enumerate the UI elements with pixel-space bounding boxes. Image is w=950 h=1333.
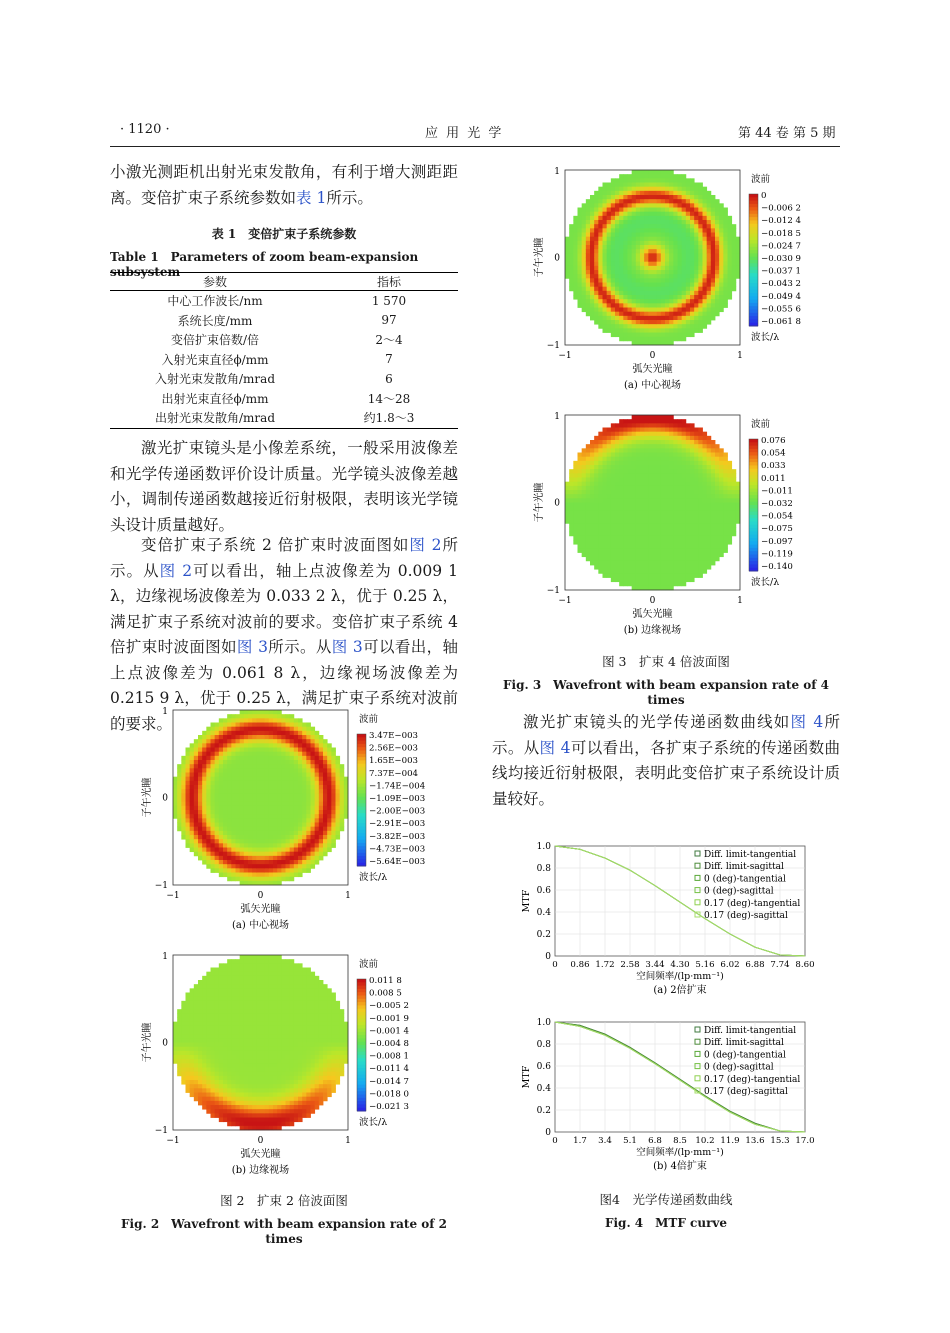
issue-label: 第 44 卷 第 5 期: [738, 126, 836, 141]
legend-value: −0.140: [761, 562, 793, 572]
colorbar: [357, 979, 366, 1112]
fig4a-mtf-chart: [515, 838, 825, 1008]
tick-label: 1: [162, 952, 168, 962]
legend-label: Diff. limit-sagittal: [704, 862, 784, 873]
page-number: · 1120 ·: [120, 122, 170, 137]
legend-value: −0.008 1: [369, 1051, 410, 1062]
tick-label: 1: [345, 1136, 351, 1146]
legend-unit: 波长/λ: [359, 1117, 388, 1128]
table-row: 中心工作波长/nm 1 570: [167, 293, 407, 309]
x-tick-label: 7.74: [770, 960, 790, 970]
tick-label: 0: [649, 596, 656, 606]
subfigure-label: (b) 边缘视场: [231, 1165, 290, 1176]
tick-label: 0: [554, 498, 560, 509]
x-tick-label: 4.30: [670, 960, 690, 970]
tick-label: 1: [345, 891, 351, 901]
x-tick-label: 0: [552, 960, 558, 970]
legend-value: −0.005 2: [369, 1001, 410, 1012]
y-tick-label: 1.0: [536, 1018, 551, 1028]
y-axis-label: 子午光瞳: [534, 482, 545, 523]
x-tick-label: 0: [552, 1136, 558, 1146]
legend-value: 0.076: [761, 436, 786, 446]
legend-value: −0.097: [761, 536, 793, 547]
table1: [110, 272, 458, 429]
tick-label: −1: [546, 586, 560, 596]
table-row: 入射光束直径ϕ/mm 7: [161, 352, 393, 367]
tick-label: 0: [162, 1038, 168, 1049]
x-tick-label: 3.4: [598, 1136, 612, 1146]
fig4-caption-en: Fig. 4 MTF curve: [604, 1216, 728, 1230]
x-axis-label: 弧矢光瞳: [632, 609, 673, 620]
x-tick-label: 1.72: [595, 960, 615, 970]
tick-label: 0: [649, 351, 656, 361]
y-tick-label: 1.0: [536, 842, 551, 852]
legend-value: −0.075: [761, 524, 793, 535]
tick-label: −1: [546, 341, 560, 351]
y-tick-label: 0.6: [536, 886, 551, 896]
x-tick-label: 1.7: [573, 1136, 587, 1146]
y-tick-label: 0.4: [536, 908, 551, 918]
legend-value: −0.119: [761, 549, 793, 560]
tick-label: 1: [162, 707, 168, 717]
tick-label: 1: [554, 167, 560, 177]
legend-value: −0.004 8: [369, 1039, 410, 1049]
legend-value: 0: [761, 191, 767, 201]
legend-unit: 波长/λ: [751, 577, 780, 588]
header-rule: [110, 146, 840, 147]
y-axis-label: MTF: [521, 1065, 532, 1089]
tick-label: 1: [554, 412, 560, 422]
legend-value: −0.032: [761, 499, 793, 509]
legend-value: 0.033: [761, 461, 786, 472]
legend-value: −2.00E−003: [369, 806, 426, 817]
legend-value: −0.043 2: [761, 279, 802, 290]
fig3a-wavefront-map: [520, 160, 820, 400]
legend-value: 0.008 5: [369, 988, 402, 999]
legend-value: 2.56E−003: [369, 743, 419, 754]
fig4-link[interactable]: 图 4: [539, 738, 571, 757]
x-tick-label: 10.2: [695, 1136, 715, 1146]
table1-caption-en: Table 1 Parameters of zoom beam-expansion subsystem: [110, 250, 419, 279]
tick-label: −1: [558, 351, 572, 361]
legend-value: −0.011: [761, 486, 793, 497]
legend-value: −0.018 0: [369, 1089, 410, 1100]
tick-label: 1: [737, 596, 743, 606]
table-row: 出射光束发散角/mrad 约1.8～3: [110, 408, 458, 428]
y-axis-label: MTF: [521, 889, 532, 913]
tick-label: 0: [162, 793, 168, 804]
legend-value: −0.054: [761, 511, 793, 522]
fig2b-wavefront-map: [128, 945, 428, 1185]
colorbar: [749, 439, 758, 572]
body-paragraph-2: 激光扩束镜头是小像差系统，一般采用波像差和光学传递函数评价设计质量。光学镜头波像差越小，调制传递函数越接近衍射极限，表明该光学镜头设计质量越好。: [110, 439, 458, 534]
x-tick-label: 15.3: [770, 1136, 790, 1146]
legend-value: −0.018 5: [761, 228, 802, 239]
y-tick-label: 0.2: [536, 930, 551, 940]
fig3-link[interactable]: 图 3: [331, 638, 363, 656]
legend-value: −0.006 2: [761, 203, 802, 214]
y-axis-label: 子午光瞳: [534, 237, 545, 278]
x-axis-label: 弧矢光瞳: [632, 364, 673, 375]
legend-value: −1.09E−003: [369, 794, 426, 804]
colorbar: [749, 194, 758, 327]
subfigure-label: (a) 中心视场: [624, 380, 681, 391]
fig3-link[interactable]: 图 3: [236, 638, 268, 656]
legend-label: 0 (deg)-sagittal: [704, 886, 774, 897]
legend-label: Diff. limit-tangential: [704, 1026, 797, 1036]
x-tick-label: 5.1: [623, 1136, 637, 1146]
legend-value: −0.012 4: [761, 216, 802, 227]
x-tick-label: 8.5: [673, 1136, 687, 1146]
legend-title: 波前: [751, 419, 771, 430]
legend-value: 0.054: [761, 448, 786, 459]
wavefront-cells: [565, 415, 740, 590]
tick-label: −1: [166, 1136, 180, 1146]
y-tick-label: 0.2: [536, 1106, 551, 1116]
legend-value: −0.061 8: [761, 317, 802, 327]
x-tick-label: 3.44: [645, 960, 665, 970]
table-header-row: 参数 指标: [110, 273, 458, 291]
x-tick-label: 8.60: [795, 960, 815, 970]
legend-value: −0.001 4: [369, 1026, 410, 1037]
x-tick-label: 0.86: [570, 960, 590, 970]
legend-unit: 波长/λ: [751, 332, 780, 343]
colorbar: [357, 734, 366, 867]
tick-label: 1: [737, 351, 743, 361]
legend-value: −0.001 9: [369, 1013, 410, 1024]
legend-value: 3.47E−003: [369, 731, 419, 741]
x-axis-label: 空间频率/(lp·mm⁻¹): [636, 971, 724, 982]
tick-label: −1: [558, 596, 572, 606]
x-tick-label: 6.02: [720, 960, 740, 970]
intro-paragraph: 小激光测距机出射光束发散角，有利于增大测距距离。变倍扩束子系统参数如表 1所示。: [110, 163, 458, 207]
legend-unit: 波长/λ: [359, 872, 388, 883]
x-tick-label: 13.6: [745, 1136, 765, 1146]
legend-label: 0.17 (deg)-tangential: [704, 1074, 801, 1085]
legend-value: −0.030 9: [761, 254, 802, 264]
legend-title: 波前: [359, 714, 379, 725]
y-tick-label: 0: [545, 952, 551, 962]
y-tick-label: 0.4: [536, 1084, 551, 1094]
subfigure-label: (b) 边缘视场: [623, 625, 682, 636]
table-row: 入射光束发散角/mrad 6: [155, 371, 393, 387]
tick-label: 0: [257, 1136, 264, 1146]
y-axis-label: 子午光瞳: [142, 1022, 153, 1063]
legend-label: 0 (deg)-tangential: [704, 874, 786, 885]
legend-title: 波前: [359, 959, 379, 970]
x-axis-label: 空间频率/(lp·mm⁻¹): [636, 1147, 724, 1158]
y-axis-label: 子午光瞳: [142, 777, 153, 818]
fig3-caption-en: Fig. 3 Wavefront with beam expansion rate of 4 times: [503, 678, 829, 707]
legend-label: 0.17 (deg)-sagittal: [704, 1087, 788, 1097]
legend-value: 0.011 8: [369, 976, 402, 986]
legend-title: 波前: [751, 174, 771, 185]
fig2-link[interactable]: 图 2: [409, 536, 442, 554]
fig4-caption-cn: 图4 光学传递函数曲线: [599, 1192, 733, 1207]
fig4-link[interactable]: 图 4: [790, 713, 824, 731]
legend-value: 7.37E−004: [369, 768, 419, 779]
legend-value: 0.011: [761, 473, 786, 484]
table1-link[interactable]: 表 1: [296, 188, 327, 207]
tick-label: −1: [154, 881, 168, 891]
tick-label: −1: [154, 1126, 168, 1136]
body-paragraph-3: 变倍扩束子系统 2 倍扩束时波面图如图 2所示。从图 2可以看出，轴上点波像差为 0.009 1 λ，边缘视场波像差为 0.033 2 λ，优于 0.25 λ，满足扩束子系统对波前的要求。变倍扩束子系统 4 倍扩束时波面图如图 3所示。从图 3可以看出，轴上点波像差为 0.061 8 λ，边缘视场波像差为 0.215 9 λ，优于 0.25 λ，满足扩束子系统对波前的要求。: [110, 536, 458, 733]
y-tick-label: 0.8: [536, 864, 551, 874]
legend-label: 0 (deg)-sagittal: [704, 1062, 774, 1073]
wavefront-cells: [173, 710, 348, 885]
legend-label: 0 (deg)-tangential: [704, 1050, 786, 1061]
legend-value: −0.049 4: [761, 291, 802, 302]
wavefront-cells: [565, 170, 740, 345]
x-axis-label: 弧矢光瞳: [240, 904, 281, 915]
table-row: 出射光束直径ϕ/mm 14～28: [161, 391, 411, 406]
x-tick-label: 6.8: [648, 1136, 662, 1146]
legend-value: −1.74E−004: [369, 781, 426, 792]
tick-label: 0: [257, 891, 264, 901]
fig2-caption-en: Fig. 2 Wavefront with beam expansion rate of 2 times: [121, 1217, 447, 1246]
tick-label: 0: [554, 253, 560, 264]
fig3-caption-cn: 图 3 扩束 4 倍波面图: [602, 654, 730, 669]
fig4b-mtf-chart: [515, 1014, 825, 1184]
legend-value: −4.73E−003: [369, 844, 426, 855]
y-tick-label: 0.6: [536, 1062, 551, 1072]
x-tick-label: 6.88: [745, 960, 765, 970]
x-tick-label: 17.0: [795, 1136, 815, 1146]
legend-value: −2.91E−003: [369, 819, 426, 830]
wavefront-cells: [173, 955, 348, 1130]
legend-value: −3.82E−003: [369, 831, 426, 842]
table-row: 变倍扩束倍数/倍 2～4: [170, 333, 403, 348]
subfigure-label: (a) 2倍扩束: [653, 985, 707, 996]
fig2-link[interactable]: 图 2: [159, 561, 193, 580]
legend-label: 0.17 (deg)-tangential: [704, 898, 801, 909]
legend-value: −0.014 7: [369, 1076, 410, 1087]
legend-label: Diff. limit-tangential: [704, 850, 797, 860]
fig2-caption-cn: 图 2 扩束 2 倍波面图: [220, 1193, 348, 1208]
fig2a-wavefront-map: [128, 700, 428, 940]
journal-title: 应 用 光 学: [425, 126, 504, 141]
legend-value: −5.64E−003: [369, 857, 426, 867]
legend-value: −0.024 7: [761, 241, 802, 252]
legend-value: −0.011 4: [369, 1064, 410, 1075]
legend-value: −0.037 1: [761, 266, 802, 277]
y-tick-label: 0: [545, 1128, 551, 1138]
table1-caption-cn: 表 1 变倍扩束子系统参数: [211, 227, 357, 241]
x-axis-label: 弧矢光瞳: [240, 1149, 281, 1160]
table-row: 系统长度/mm 97: [177, 313, 397, 328]
legend-value: −0.021 3: [369, 1102, 410, 1112]
body-paragraph-4: 激光扩束镜头的光学传递函数曲线如图 4所示。从图 4可以看出，各扩束子系统的传递函数曲线均接近衍射极限，表明此变倍扩束子系统设计质量较好。: [492, 713, 840, 808]
legend-value: 1.65E−003: [369, 756, 419, 767]
legend-label: Diff. limit-sagittal: [704, 1038, 784, 1049]
legend-value: −0.055 6: [761, 304, 802, 315]
x-tick-label: 11.9: [720, 1136, 740, 1146]
legend-label: 0.17 (deg)-sagittal: [704, 911, 788, 921]
fig3b-wavefront-map: [520, 405, 820, 645]
subfigure-label: (a) 中心视场: [232, 920, 289, 931]
x-tick-label: 5.16: [695, 960, 715, 970]
subfigure-label: (b) 4倍扩束: [653, 1161, 707, 1172]
y-tick-label: 0.8: [536, 1040, 551, 1050]
x-tick-label: 2.58: [620, 960, 640, 970]
tick-label: −1: [166, 891, 180, 901]
